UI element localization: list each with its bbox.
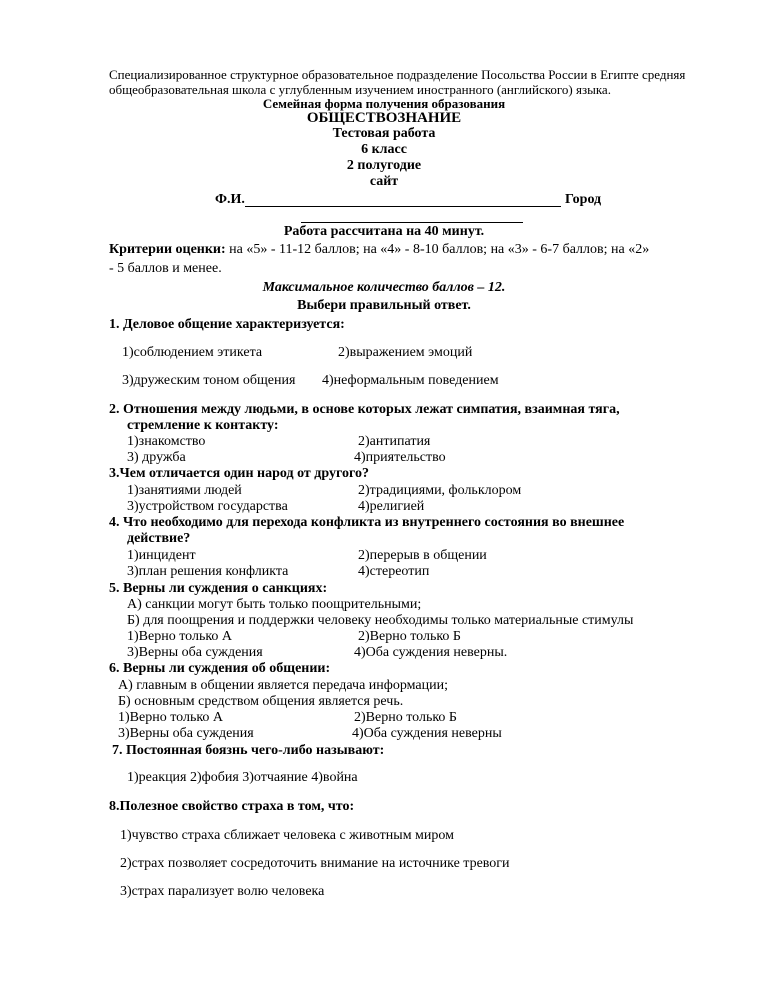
question-5: 5. Верны ли суждения о санкциях: xyxy=(109,581,328,596)
q2-option-4[interactable]: 4)приятельство xyxy=(354,450,446,465)
question-2: 2. Отношения между людьми, в основе которых лежат симпатия, взаимная тяга, xyxy=(109,402,620,417)
q7-options[interactable]: 1)реакция 2)фобия 3)отчаяние 4)война xyxy=(127,770,358,785)
question-7: 7. Постоянная боязнь чего-либо называют: xyxy=(112,743,385,758)
q6-option-3[interactable]: 3)Верны оба суждения xyxy=(118,726,254,741)
q6-statement-b: Б) основным средством общения является речь. xyxy=(118,694,404,709)
q4-option-1[interactable]: 1)инцидент xyxy=(127,548,196,563)
q2-option-2[interactable]: 2)антипатия xyxy=(358,434,431,449)
q1-option-2[interactable]: 2)выражением эмоций xyxy=(338,345,473,360)
question-2-cont: стремление к контакту: xyxy=(127,418,279,433)
time-note: Работа рассчитана на 40 минут. xyxy=(283,224,485,239)
q3-option-4[interactable]: 4)религией xyxy=(358,499,425,514)
q6-statement-a: А) главным в общении является передача информации; xyxy=(118,678,448,693)
q4-option-3[interactable]: 3)план решения конфликта xyxy=(127,564,289,579)
city-blank-line[interactable] xyxy=(301,209,523,223)
q5-statement-b: Б) для поощрения и поддержки человеку необходимы только материальные стимулы xyxy=(127,613,634,628)
criteria-text: на «5» - 11-12 баллов; на «4» - 8-10 баллов; на «3» - 6-7 баллов; на «2» xyxy=(225,242,650,257)
q5-option-3[interactable]: 3)Верны оба суждения xyxy=(127,645,263,660)
work-type: Тестовая работа xyxy=(332,126,436,141)
school-name-line-2: общеобразовательная школа с углубленным изучением иностранного (английского) языка. xyxy=(109,82,611,97)
question-3: 3.Чем отличается один народ от другого? xyxy=(109,466,369,481)
criteria-line-1 xyxy=(109,243,649,257)
question-8: 8.Полезное свойство страха в том, что: xyxy=(109,799,355,814)
grade: 6 класс xyxy=(361,142,407,157)
question-4: 4. Что необходимо для перехода конфликта из внутреннего состояния во внешнее xyxy=(109,515,625,530)
q8-option-1[interactable]: 1)чувство страха сближает человека с животным миром xyxy=(120,828,454,843)
fio-label: Ф.И. xyxy=(215,192,245,207)
education-form: Семейная форма получения образования xyxy=(262,96,506,111)
q3-option-2[interactable]: 2)традициями, фольклором xyxy=(358,483,522,498)
q8-option-3[interactable]: 3)страх парализует волю человека xyxy=(120,884,325,899)
q6-option-4[interactable]: 4)Оба суждения неверны xyxy=(352,726,502,741)
q5-option-1[interactable]: 1)Верно только А xyxy=(127,629,233,644)
q8-option-2[interactable]: 2)страх позволяет сосредоточить внимание на источнике тревоги xyxy=(120,856,510,871)
q4-option-4[interactable]: 4)стереотип xyxy=(358,564,430,579)
subject-title: ОБЩЕСТВОЗНАНИЕ xyxy=(306,110,462,126)
q1-option-4[interactable]: 4)неформальным поведением xyxy=(322,373,499,388)
q4-option-2[interactable]: 2)перерыв в общении xyxy=(358,548,487,563)
school-name-line-1: Специализированное структурное образовательное подразделение Посольства России в Египте средняя xyxy=(109,67,686,82)
q6-option-2[interactable]: 2)Верно только Б xyxy=(354,710,457,725)
criteria-line-2: - 5 баллов и менее. xyxy=(109,261,222,276)
question-1: 1. Деловое общение характеризуется: xyxy=(109,317,345,332)
q5-option-4[interactable]: 4)Оба суждения неверны. xyxy=(354,645,508,660)
term: 2 полугодие xyxy=(346,158,422,173)
q3-option-1[interactable]: 1)занятиями людей xyxy=(127,483,242,498)
instruction: Выбери правильный ответ. xyxy=(297,298,471,313)
q3-option-3[interactable]: 3)устройством государства xyxy=(127,499,288,514)
q6-option-1[interactable]: 1)Верно только А xyxy=(118,710,224,725)
q5-statement-a: А) санкции могут быть только поощрительными; xyxy=(127,597,422,612)
q2-option-1[interactable]: 1)знакомство xyxy=(127,434,206,449)
q1-option-3[interactable]: 3)дружеским тоном общения xyxy=(122,373,296,388)
fio-blank-line[interactable] xyxy=(245,193,561,207)
q5-option-2[interactable]: 2)Верно только Б xyxy=(358,629,461,644)
question-4-cont: действие? xyxy=(127,531,191,546)
question-6: 6. Верны ли суждения об общении: xyxy=(109,661,331,676)
site: сайт xyxy=(369,174,399,189)
q2-option-3[interactable]: 3) дружба xyxy=(127,450,186,465)
max-score: Максимальное количество баллов – 12. xyxy=(262,280,506,295)
city-label: Город xyxy=(565,192,602,207)
criteria-label: Критерии оценки: xyxy=(109,242,226,257)
q1-option-1[interactable]: 1)соблюдением этикета xyxy=(122,345,263,360)
